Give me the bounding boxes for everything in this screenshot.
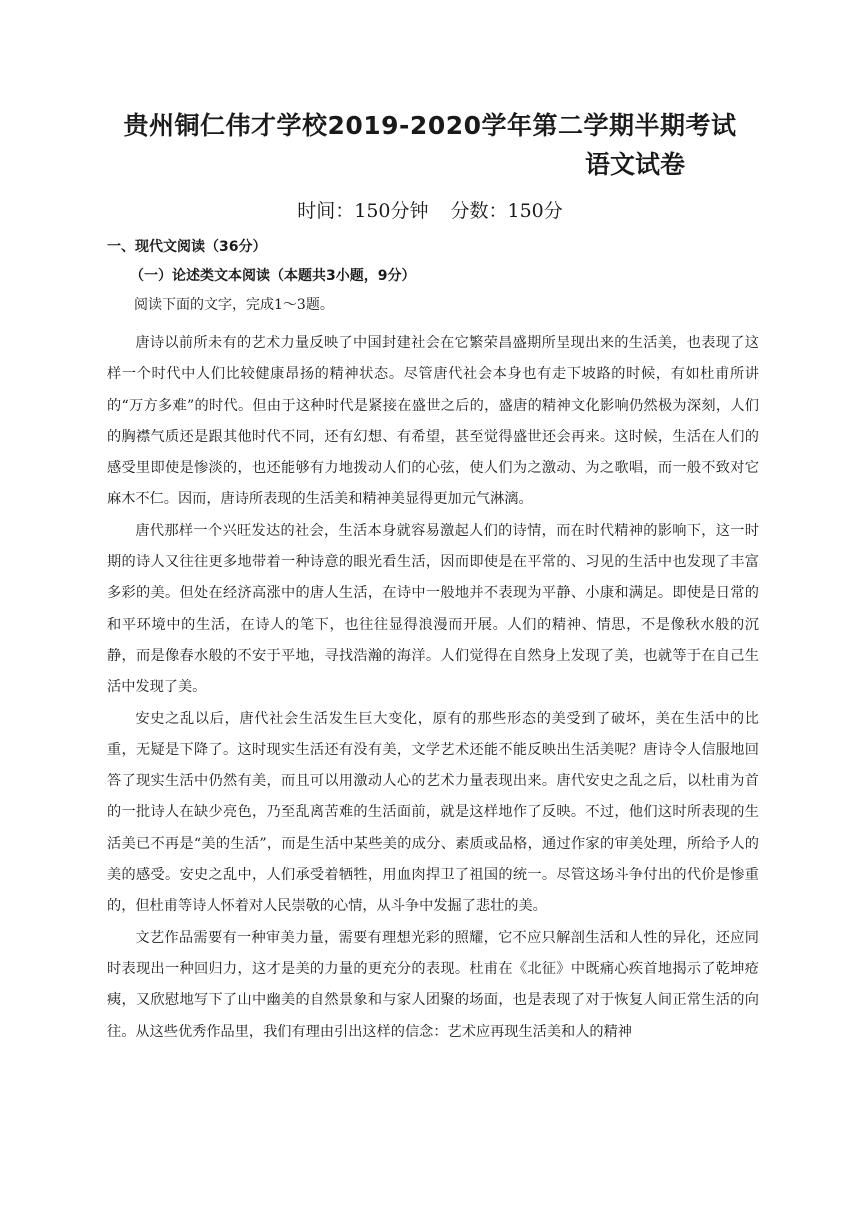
exam-meta <box>0 196 860 226</box>
subsection-heading: （一）论述类文本阅读（本题共3小题，9分） <box>130 268 416 284</box>
passage-paragraph: 唐代那样一个兴旺发达的社会，生活本身就容易激起人们的诗情，而在时代精神的影响下，这一时期的诗人又往往更多地带着一种诗意的眼光看生活，因而即使是在平常的、习见的生活中也发现了丰富多彩的美。但处在经济高涨中的唐人生活，在诗中一般地并不表现为平静、小康和满足。即使是日常的和平环境中的生活，在诗人的笔下，也往往显得浪漫而开展。人们的精神、情思，不是像秋水般的沉静，而是像春水般的不安于平地，寻找浩瀚的海洋。人们觉得在自然身上发现了美，也就等于在自己生活中发现了美。 <box>107 522 759 696</box>
exam-score: 分数：150分 <box>450 200 563 222</box>
passage-paragraph: 唐诗以前所未有的艺术力量反映了中国封建社会在它繁荣昌盛期所呈现出来的生活美，也表现了这样一个时代中人们比较健康昂扬的精神状态。尽管唐代社会本身也有走下坡路的时候，有如杜甫所讲的“万方多难”的时代。但由于这种时代是紧接在盛世之后的，盛唐的精神文化影响仍然极为深刻，人们的胸襟气质还是跟其他时代不同，还有幻想、有希望，甚至觉得盛世还会再来。这时候，生活在人们的感受里即使是惨淡的，也还能够有力地拨动人们的心弦，使人们为之激动、为之歌唱，而一般不致对它麻木不仁。因而，唐诗所表现的生活美和精神美显得更加元气淋漓。 <box>107 335 759 508</box>
passage-paragraph: 安史之乱以后，唐代社会生活发生巨大变化，原有的那些形态的美受到了破坏，美在生活中的比重，无疑是下降了。这时现实生活还有没有美，文学艺术还能不能反映出生活美呢？唐诗令人信服地回答了现实生活中仍然有美，而且可以用激动人心的艺术力量表现出来。唐代安史之乱之后，以杜甫为首的一批诗人在缺少亮色，乃至乱离苦难的生活面前，就是这样地作了反映。不过，他们这时所表现的生活美已不再是“美的生活”，而是生活中某些美的成分、素质或品格，通过作家的审美处理，所给予人的美的感受。安史之乱中，人们承受着牺牲，用血肉捍卫了祖国的统一。尽管这场斗争付出的代价是惨重的，但杜甫等诗人怀着对人民崇敬的心情，从斗争中发掘了悲壮的美。 <box>107 710 759 915</box>
exam-title: 贵州铜仁伟才学校2019-2020学年第二学期半期考试 <box>123 111 737 140</box>
section-heading: 一、现代文阅读（36分） <box>107 239 267 255</box>
exam-time: 时间：150分钟 <box>297 200 429 222</box>
reading-instruction: 阅读下面的文字，完成1～3题。 <box>134 297 334 313</box>
exam-subtitle: 语文试卷 <box>585 150 686 179</box>
passage-body <box>107 328 759 1048</box>
passage-paragraph: 文艺作品需要有一种审美力量，需要有理想光彩的照耀，它不应只解剖生活和人性的异化，还应同时表现出一种回归力，这才是美的力量的更充分的表现。杜甫在《北征》中既痛心疾首地揭示了乾坤疮痍，又欣慰地写下了山中幽美的自然景象和与家人团聚的场面，也是表现了对于恢复人间正常生活的向往。从这些优秀作品里，我们有理由引出这样的信念：艺术应再现生活美和人的精神 <box>107 929 759 1040</box>
